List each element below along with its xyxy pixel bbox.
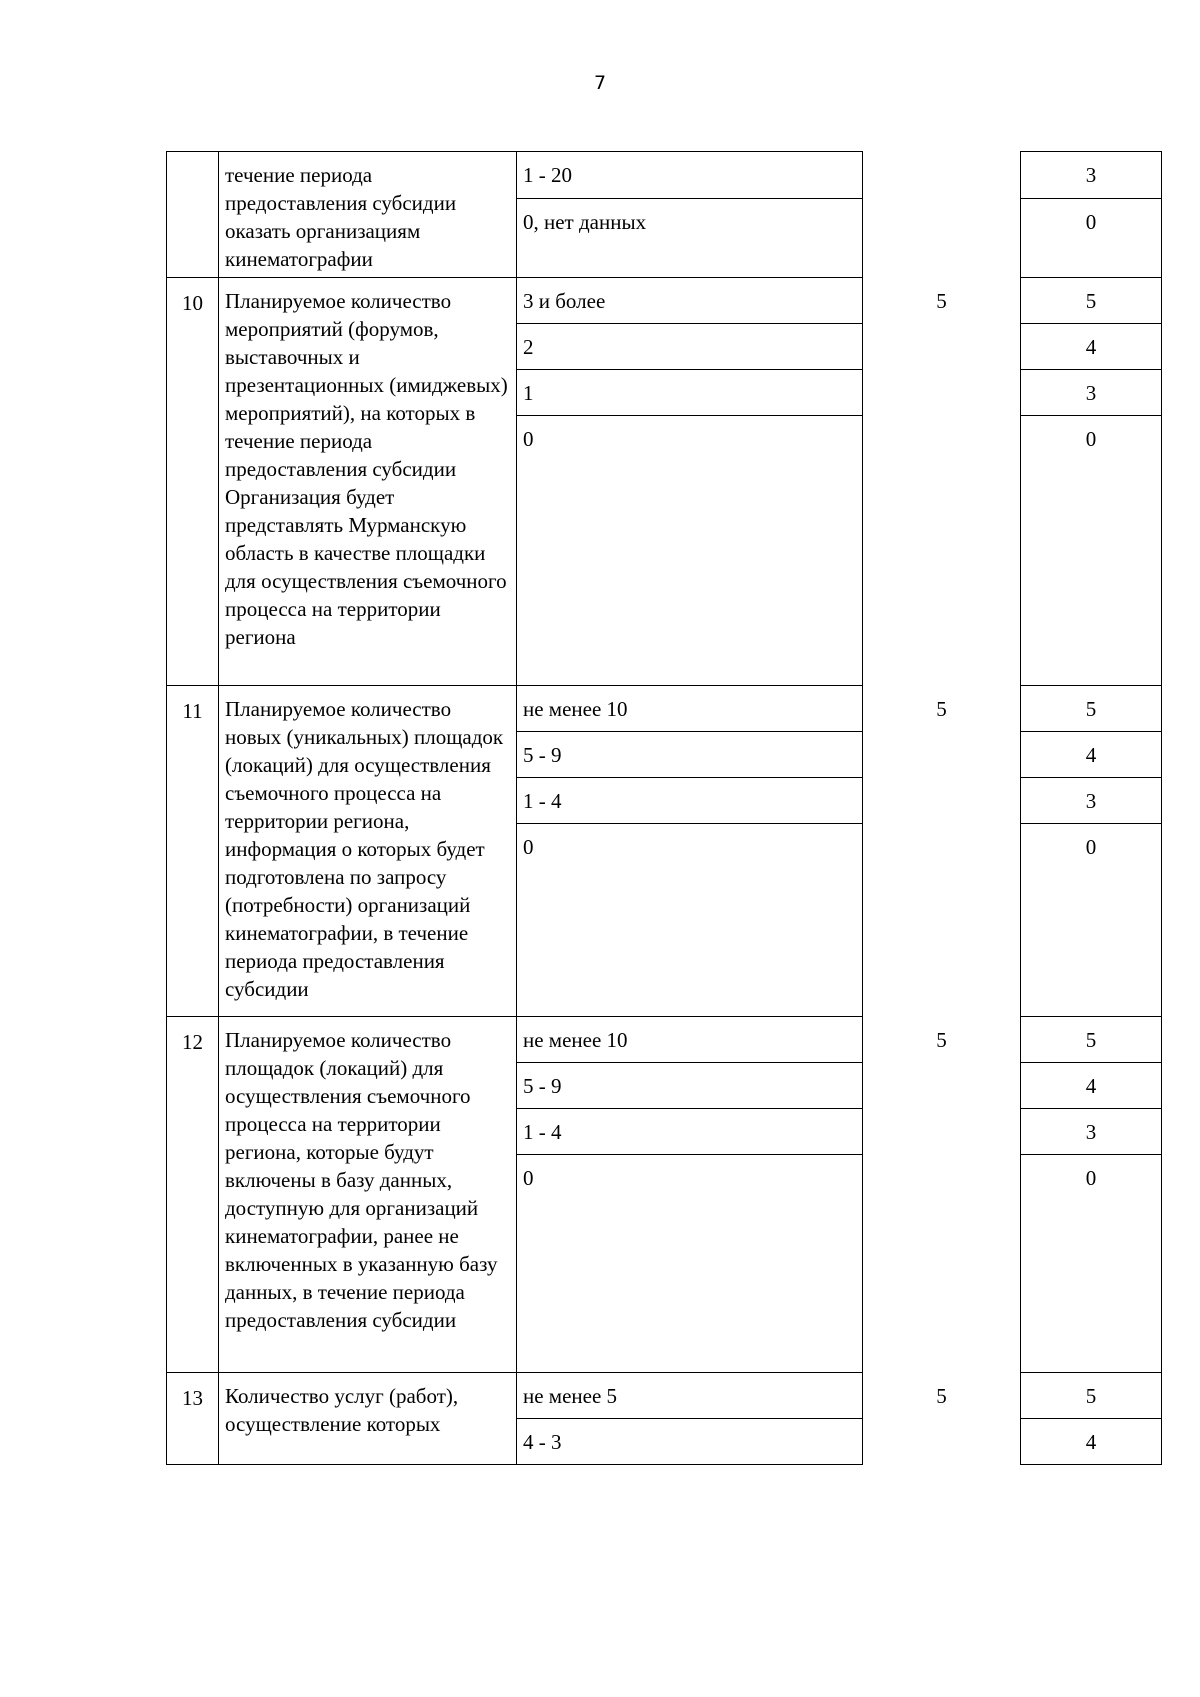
option-score: 0 <box>1021 198 1162 277</box>
criterion-number: 13 <box>167 1373 219 1465</box>
option-value: 2 <box>517 324 863 370</box>
option-score: 4 <box>1021 1063 1162 1109</box>
option-value: 1 - 4 <box>517 1109 863 1155</box>
option-score: 4 <box>1021 324 1162 370</box>
option-value: 1 - 4 <box>517 778 863 824</box>
table-row <box>167 1373 1162 1419</box>
option-value: 4 - 3 <box>517 1419 863 1465</box>
option-value: 0 <box>517 824 863 1017</box>
option-score: 4 <box>1021 732 1162 778</box>
option-value: 5 - 9 <box>517 1063 863 1109</box>
option-score: 5 <box>1021 1017 1162 1063</box>
option-value: 0 <box>517 1155 863 1373</box>
option-value: не менее 10 <box>517 686 863 732</box>
table-row <box>167 686 1162 732</box>
criterion-weight: 5 <box>863 278 1021 686</box>
option-score: 4 <box>1021 1419 1162 1465</box>
table-row <box>167 152 1162 199</box>
option-score: 3 <box>1021 1109 1162 1155</box>
criterion-description: Планируемое количество новых (уникальных) площадок (локаций) для осуществления съемочного процесса на территории региона, информация о которых будет подготовлена по запросу (потребности) организаций кинематографии, в течение периода предоставления субсидии <box>219 686 517 1017</box>
option-score: 3 <box>1021 152 1162 199</box>
option-score: 5 <box>1021 278 1162 324</box>
option-value: 3 и более <box>517 278 863 324</box>
criterion-description: Планируемое количество мероприятий (форумов, выставочных и презентационных (имиджевых) мероприятий), на которых в течение периода предоставления субсидии Организация будет представлять Мурманскую область в качестве площадки для осуществления съемочного процесса на территории региона <box>219 278 517 686</box>
criterion-weight: 5 <box>863 686 1021 1017</box>
option-value: не менее 10 <box>517 1017 863 1063</box>
criterion-number: 12 <box>167 1017 219 1373</box>
option-value: 0, нет данных <box>517 198 863 277</box>
option-score: 0 <box>1021 824 1162 1017</box>
criterion-number: 10 <box>167 278 219 686</box>
criterion-description: течение периода предоставления субсидии оказать организациям кинематографии <box>219 152 517 278</box>
option-value: 1 <box>517 370 863 416</box>
option-value: 0 <box>517 416 863 686</box>
option-score: 3 <box>1021 778 1162 824</box>
criteria-table <box>166 151 1162 1465</box>
criterion-description: Количество услуг (работ), осуществление которых <box>219 1373 517 1465</box>
criterion-weight: 5 <box>863 1017 1021 1373</box>
option-value: 5 - 9 <box>517 732 863 778</box>
table-row <box>167 278 1162 324</box>
option-score: 0 <box>1021 416 1162 686</box>
option-score: 5 <box>1021 686 1162 732</box>
criterion-number <box>167 152 219 278</box>
option-score: 0 <box>1021 1155 1162 1373</box>
table-row <box>167 1017 1162 1063</box>
option-score: 3 <box>1021 370 1162 416</box>
page-number: 7 <box>593 72 607 94</box>
option-value: не менее 5 <box>517 1373 863 1419</box>
criterion-weight: 5 <box>863 1373 1021 1465</box>
criterion-description: Планируемое количество площадок (локаций) для осуществления съемочного процесса на территории региона, которые будут включены в базу данных, доступную для организаций кинематографии, ранее не включенных в указанную базу данных, в течение периода предоставления субсидии <box>219 1017 517 1373</box>
criterion-number: 11 <box>167 686 219 1017</box>
criterion-weight <box>863 152 1021 278</box>
option-score: 5 <box>1021 1373 1162 1419</box>
option-value: 1 - 20 <box>517 152 863 199</box>
